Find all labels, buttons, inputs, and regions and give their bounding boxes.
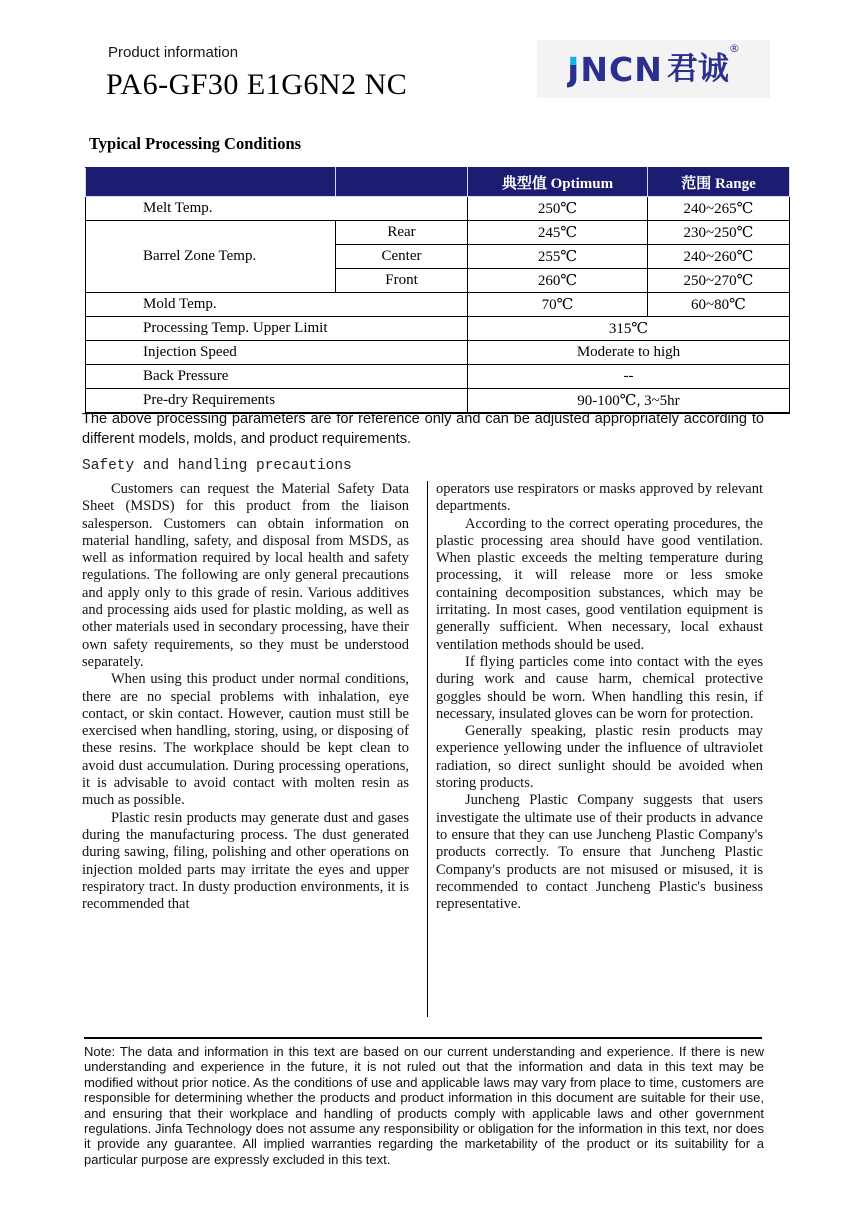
paragraph: When using this product under normal conditions, there are no special problems with inhalation, eye contact, or skin contact. However, caution must still be exercised when handling, storing, using, or disposing of these resins. The workplace should be kept clean to avoid dust accumulation. During processing operations, it is advisable to avoid contact with molten resin as much as possible. [82, 671, 409, 809]
column-header-optimum: 典型值 Optimum [468, 168, 648, 197]
zone-sub-label: Center [336, 245, 468, 269]
logo-wordmark [567, 49, 663, 89]
row-label: Pre-dry Requirements [86, 389, 468, 414]
merged-value: 315℃ [468, 317, 790, 341]
optimum-value: 255℃ [468, 245, 648, 269]
range-value: 230~250℃ [648, 221, 790, 245]
row-label: Processing Temp. Upper Limit [86, 317, 468, 341]
range-value: 240~260℃ [648, 245, 790, 269]
optimum-value: 70℃ [468, 293, 648, 317]
registered-trademark-icon: ® [728, 42, 740, 55]
optimum-value: 260℃ [468, 269, 648, 293]
zone-sub-label: Rear [336, 221, 468, 245]
table-header-row [86, 168, 790, 197]
paragraph: Generally speaking, plastic resin products may experience yellowing under the influence of ultraviolet radiation, so direct sunlight should be avoided when storing products. [436, 723, 763, 792]
table-row [86, 341, 790, 365]
paragraph: According to the correct operating procedures, the plastic processing area should have good ventilation. When plastic exceeds the melting temperature during processing, it will release more or less smoke containing decomposition substances, which may be irritating. In most cases, good ventilation equipment is generally sufficient. When necessary, local exhaust ventilation methods should be used. [436, 515, 763, 653]
safety-text-left-column [82, 481, 409, 913]
paragraph: operators use respirators or masks approved by relevant departments. [436, 481, 763, 515]
paragraph: Customers can request the Material Safety Data Sheet (MSDS) for this product from the liaison salesperson. Customers can obtain information on material handling, safety, and disposal from MSDS, as well as information required by local health and safety regulations. The following are only general precautions and apply only to this grade of resin. Various additives and processing aids used for plastic molding, as well as other materials used in secondary processing, have their own safety requirements, so they must be understood separately. [82, 481, 409, 670]
row-label: Back Pressure [86, 365, 468, 389]
paragraph: Juncheng Plastic Company suggests that users investigate the ultimate use of their products in advance to ensure that they can use Juncheng Plastic Company's products correctly. To ensure that Juncheng Plastic Company's products are not misused or misused, it is recommended to contact Juncheng Plastic's business representative. [436, 792, 763, 913]
footer-divider [84, 1037, 762, 1039]
table-row [86, 365, 790, 389]
column-header-range: 范围 Range [648, 168, 790, 197]
processing-conditions-table [85, 167, 790, 414]
logo-letter-j: J [567, 49, 581, 89]
row-label: Barrel Zone Temp. [86, 221, 336, 293]
optimum-value: 245℃ [468, 221, 648, 245]
zone-sub-label: Front [336, 269, 468, 293]
table-footnote: The above processing parameters are for reference only and can be adjusted appropriately according to different models, molds, and product requirements. [82, 411, 764, 447]
logo-letters-ncn: NCN [580, 49, 663, 89]
page-title: PA6-GF30 E1G6N2 NC [106, 68, 408, 101]
row-label: Mold Temp. [86, 293, 468, 317]
table-row [86, 293, 790, 317]
logo-cjk-text: 君诚 [666, 50, 729, 87]
table-row [86, 221, 790, 245]
range-value: 250~270℃ [648, 269, 790, 293]
table-row [86, 317, 790, 341]
section-title-processing: Typical Processing Conditions [89, 134, 302, 153]
merged-value: 90-100℃, 3~5hr [468, 389, 790, 414]
footer-disclaimer: Note: The data and information in this text are based on our current understanding and experience. If there is new understanding and experience in the future, it is not ruled out that the information and data in this text may be modified without prior notice. As the conditions of use and applicable laws may vary from place to time, customers are responsible for determining whether the products and product information in this document are suitable for their use, and ensuring that their workplace and handling of products comply with applicable laws and other government regulations. Jinfa Technology does not assume any responsibility or obligation for the information in this text, nor does it provide any guarantee. All implied warranties regarding the marketability of the product or its suitability for a particular purpose are expressly excluded in this text. [84, 1044, 764, 1167]
safety-text-right-column [436, 481, 763, 913]
row-label: Melt Temp. [86, 197, 468, 221]
range-value: 60~80℃ [648, 293, 790, 317]
column-divider [427, 481, 428, 1017]
range-value: 240~265℃ [648, 197, 790, 221]
optimum-value: 250℃ [468, 197, 648, 221]
merged-value: -- [468, 365, 790, 389]
merged-value: Moderate to high [468, 341, 790, 365]
header-blank-cell [86, 168, 336, 197]
paragraph: Plastic resin products may generate dust and gases during the manufacturing process. The dust generated during sawing, filing, polishing and other operations on injection molded parts may irritate the eyes and upper respiratory tract. In dusty production environments, it is recommended that [82, 809, 409, 913]
section-title-safety: Safety and handling precautions [82, 458, 352, 474]
row-label: Injection Speed [86, 341, 468, 365]
page-eyebrow: Product information [108, 44, 239, 61]
header-blank-cell [336, 168, 468, 197]
table-row [86, 197, 790, 221]
company-logo [537, 40, 770, 98]
paragraph: If flying particles come into contact with the eyes during work and cause harm, chemical protective goggles should be worn. When handling this resin, if necessary, insulated gloves can be worn for protection. [436, 653, 763, 722]
